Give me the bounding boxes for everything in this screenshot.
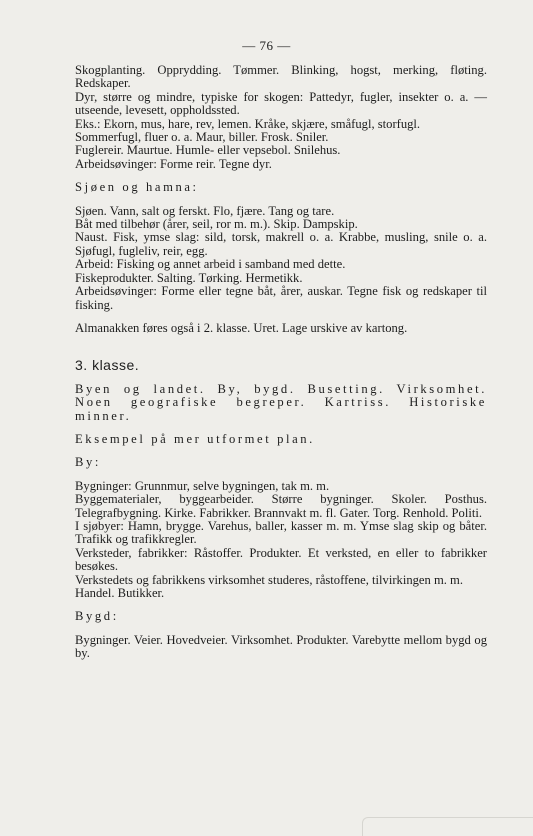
paragraph: I sjøbyer: Hamn, brygge. Varehus, baller, kasser m. m. Ymse slag skip og båter. Trafikk og trafikkregler. (75, 518, 487, 547)
topics-line: Byen og landet. By, bygd. Busetting. Virksomhet. Noen geografiske begreper. Kartriss. Historiske minner. (75, 381, 487, 423)
page-number: — 76 — (242, 38, 291, 53)
paragraph: Sjøen. Vann, salt og ferskt. Flo, fjære. Tang og tare. (75, 203, 335, 218)
paragraph: Skogplanting. Opprydding. Tømmer. Blinking, hogst, merking, fløting. Redskaper. (75, 63, 487, 91)
almanac-paragraph: Almanakken føres også i 2. klasse. Uret. Lage urskive av kartong. (75, 320, 408, 335)
paragraph: Arbeidsøvinger: Forme reir. Tegne dyr. (75, 156, 272, 171)
paragraph: Sommerfugl, fluer o. a. Maur, biller. Frosk. Sniler. (75, 130, 329, 145)
page-corner-edge (362, 817, 533, 836)
paragraph: Naust. Fisk, ymse slag: sild, torsk, makrell o. a. Krabbe, musling, snile o. a. Sjøfugl, fugleliv, reir, egg. (75, 230, 487, 258)
paragraph: Båt med tilbehør (årer, seil, ror m. m.). Skip. Dampskip. (75, 217, 358, 232)
section-sea-harbour (75, 181, 487, 312)
paragraph: Handel. Butikker. (75, 586, 165, 600)
paragraph: Eks.: Ekorn, mus, hare, rev, lemen. Kråke, skjære, småfugl, storfugl. (75, 116, 421, 131)
class-heading: 3. klasse. (75, 357, 140, 374)
section-forest (75, 64, 487, 171)
page-content (75, 64, 487, 661)
paragraph: Bygninger: Grunnmur, selve bygningen, tak m. m. (75, 478, 330, 493)
paragraph: Verksteder, fabrikker: Råstoffer. Produkter. Et verksted, en eller to fabrikker besøkes. (75, 545, 487, 574)
section-class-3 (75, 359, 487, 660)
paragraph: Arbeidsøvinger: Forme eller tegne båt, årer, auskar. Tegne fisk og redskaper til fisking. (75, 284, 487, 312)
paragraph: Verkstedets og fabrikkens virksomhet studeres, råstoffene, tilvirkingen m. m. (75, 572, 463, 587)
paragraph: Fuglereir. Maurtue. Humle- eller vepsebol. Snilehus. (75, 143, 341, 158)
section-heading: Sjøen og hamna: (75, 180, 199, 195)
paragraph: Arbeid: Fisking og annet arbeid i samband med dette. (75, 257, 346, 272)
paragraph: Dyr, større og mindre, typiske for skogen: Pattedyr, fugler, insekter o. a. — utseende, levesett, oppholdssted. (75, 89, 487, 118)
bygd-heading: Bygd: (75, 609, 119, 624)
paragraph: Byggematerialer, byggearbeider. Større bygninger. Skoler. Posthus. Telegrafbygning. Kirke. Fabrikker. Brannvakt m. fl. Gater. Torg. Renhold. Politi. (75, 492, 487, 520)
by-heading: By: (75, 455, 101, 470)
paragraph: Fiskeprodukter. Salting. Tørking. Hermetikk. (75, 270, 303, 285)
paragraph: Bygninger. Veier. Hovedveier. Virksomhet. Produkter. Varebytte mellom bygd og by. (75, 632, 487, 661)
example-heading: Eksempel på mer utformet plan. (75, 431, 315, 446)
